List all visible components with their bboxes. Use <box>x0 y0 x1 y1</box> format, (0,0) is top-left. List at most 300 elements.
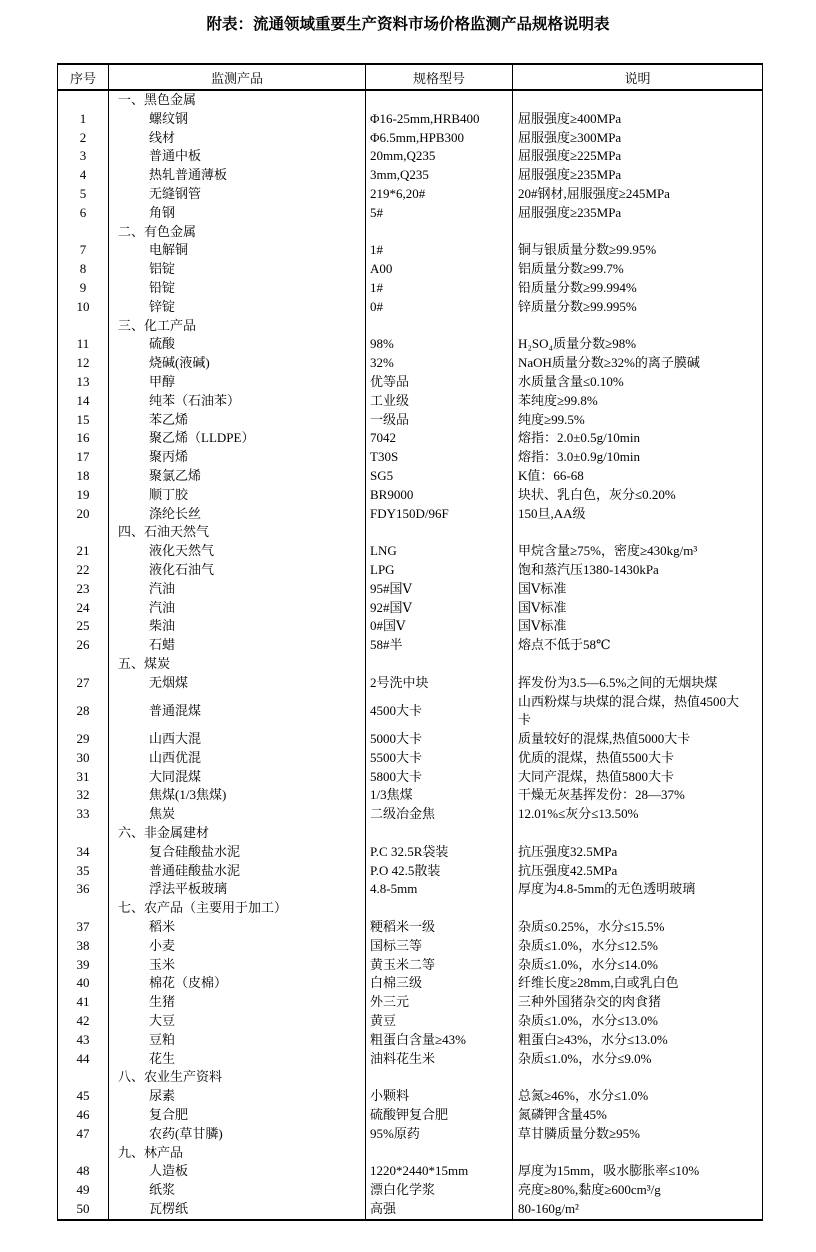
row-spec: 5800大卡 <box>366 768 513 787</box>
row-spec: 4.8-5mm <box>366 880 513 899</box>
row-spec: 优等品 <box>366 373 513 392</box>
row-desc <box>513 317 763 336</box>
table-row <box>58 599 763 618</box>
table-row <box>58 974 763 993</box>
row-product: 顺丁胶 <box>109 486 366 505</box>
row-no: 36 <box>76 881 90 897</box>
section-row <box>58 317 763 336</box>
row-desc: 粗蛋白≥43%，水分≤13.0% <box>513 1031 763 1050</box>
header-cell-product: 监测产品 <box>109 64 366 90</box>
table-row <box>58 880 763 899</box>
row-desc: 屈服强度≥235MPa <box>513 166 763 185</box>
row-no: 27 <box>76 674 90 690</box>
row-desc: 12.01%≤灰分≤13.50% <box>513 805 763 824</box>
table-row <box>58 260 763 279</box>
row-desc: 国Ⅴ标准 <box>513 599 763 618</box>
row-product: 角钢 <box>109 204 366 223</box>
row-spec: 219*6,20# <box>366 185 513 204</box>
row-spec: 油料花生米 <box>366 1050 513 1069</box>
row-desc <box>513 523 763 542</box>
row-product: 甲醇 <box>109 373 366 392</box>
table-row <box>58 1087 763 1106</box>
row-no: 48 <box>76 1163 90 1179</box>
row-no <box>58 1144 109 1163</box>
table-row <box>58 166 763 185</box>
row-no: 26 <box>76 637 90 653</box>
section-row <box>58 824 763 843</box>
row-spec: 1# <box>366 279 513 298</box>
row-spec: 5500大卡 <box>366 749 513 768</box>
row-no: 29 <box>76 731 90 747</box>
row-product: 山西优混 <box>109 749 366 768</box>
row-desc: 挥发份为3.5—6.5%之间的无烟块煤 <box>513 674 763 693</box>
table-row <box>58 1106 763 1125</box>
row-product: 豆粕 <box>109 1031 366 1050</box>
table-row <box>58 129 763 148</box>
row-spec: 漂白化学浆 <box>366 1181 513 1200</box>
row-no <box>58 824 109 843</box>
table-row <box>58 542 763 561</box>
row-desc: 铅质量分数≥99.994% <box>513 279 763 298</box>
row-no: 30 <box>76 749 90 765</box>
row-desc: 大同产混煤，热值5800大卡 <box>513 768 763 787</box>
row-no: 13 <box>76 373 90 389</box>
row-desc <box>513 1068 763 1087</box>
row-spec <box>366 1144 513 1163</box>
row-desc: 饱和蒸汽压1380-1430kPa <box>513 561 763 580</box>
row-spec <box>366 655 513 674</box>
row-no: 11 <box>76 336 90 352</box>
table-row <box>58 937 763 956</box>
row-no: 49 <box>76 1182 90 1198</box>
table-row <box>58 204 763 223</box>
row-product: 石蜡 <box>109 636 366 655</box>
row-product: 小麦 <box>109 937 366 956</box>
row-no: 34 <box>76 843 90 859</box>
row-desc: 熔点不低于58℃ <box>513 636 763 655</box>
header-row <box>58 64 763 90</box>
row-no: 20 <box>76 505 90 521</box>
row-spec: 7042 <box>366 429 513 448</box>
row-spec: 98% <box>366 335 513 354</box>
row-desc <box>513 655 763 674</box>
row-desc <box>513 223 763 242</box>
row-no: 8 <box>79 261 87 277</box>
row-product: 农药(草甘膦) <box>109 1125 366 1144</box>
row-spec: 2号洗中块 <box>366 674 513 693</box>
row-spec: 粳稻米一级 <box>366 918 513 937</box>
section-label: 二、有色金属 <box>109 223 366 242</box>
row-desc: NaOH质量分数≥32%的离子膜碱 <box>513 354 763 373</box>
row-desc: K值：66-68 <box>513 467 763 486</box>
row-spec: BR9000 <box>366 486 513 505</box>
row-spec <box>366 899 513 918</box>
table-row <box>58 467 763 486</box>
row-spec <box>366 1068 513 1087</box>
row-spec: 白棉三级 <box>366 974 513 993</box>
row-no: 2 <box>79 129 87 145</box>
section-row <box>58 90 763 110</box>
table-row <box>58 354 763 373</box>
row-no <box>58 317 109 336</box>
row-no: 37 <box>76 919 90 935</box>
header-cell-no: 序号 <box>58 64 109 90</box>
row-desc <box>513 899 763 918</box>
row-product: 液化天然气 <box>109 542 366 561</box>
row-desc: 甲烷含量≥75%，密度≥430kg/m³ <box>513 542 763 561</box>
row-desc <box>513 1144 763 1163</box>
row-no: 43 <box>76 1031 90 1047</box>
row-no: 14 <box>76 392 90 408</box>
header-cell-desc: 说明 <box>513 64 763 90</box>
row-product: 热轧普通薄板 <box>109 166 366 185</box>
section-label: 八、农业生产资料 <box>109 1068 366 1087</box>
row-spec: 外三元 <box>366 993 513 1012</box>
row-desc: 熔指：2.0±0.5g/10min <box>513 429 763 448</box>
table-row <box>58 693 763 731</box>
table-row <box>58 749 763 768</box>
row-no: 21 <box>76 543 90 559</box>
row-no: 44 <box>76 1050 90 1066</box>
row-spec: 95%原药 <box>366 1125 513 1144</box>
row-desc: 熔指：3.0±0.9g/10min <box>513 448 763 467</box>
row-desc: 国Ⅴ标准 <box>513 617 763 636</box>
table-row <box>58 580 763 599</box>
row-product: 生猪 <box>109 993 366 1012</box>
table-row <box>58 335 763 354</box>
row-spec <box>366 824 513 843</box>
row-product: 尿素 <box>109 1087 366 1106</box>
row-desc: 厚度为15mm，吸水膨胀率≤10% <box>513 1162 763 1181</box>
row-spec: 二级冶金焦 <box>366 805 513 824</box>
row-product: 焦煤(1/3焦煤) <box>109 786 366 805</box>
row-spec: LNG <box>366 542 513 561</box>
row-no: 7 <box>79 242 87 258</box>
row-desc: 150旦,AA级 <box>513 505 763 524</box>
table-row <box>58 768 763 787</box>
row-desc: 杂质≤1.0%，水分≤13.0% <box>513 1012 763 1031</box>
row-product: 聚丙烯 <box>109 448 366 467</box>
row-no: 22 <box>76 561 90 577</box>
section-row <box>58 1144 763 1163</box>
row-no: 28 <box>76 702 90 718</box>
table-row <box>58 185 763 204</box>
section-label: 四、石油天然气 <box>109 523 366 542</box>
row-no: 12 <box>76 355 90 371</box>
row-desc: 锌质量分数≥99.995% <box>513 298 763 317</box>
row-spec: 5000大卡 <box>366 730 513 749</box>
row-no: 18 <box>76 467 90 483</box>
row-product: 无烟煤 <box>109 674 366 693</box>
row-no: 40 <box>76 975 90 991</box>
row-no <box>58 1068 109 1087</box>
row-spec <box>366 523 513 542</box>
row-desc <box>513 824 763 843</box>
row-no: 45 <box>76 1088 90 1104</box>
row-product: 人造板 <box>109 1162 366 1181</box>
row-no: 3 <box>79 148 87 164</box>
spec-table <box>57 63 763 1221</box>
row-spec: P.O 42.5散装 <box>366 862 513 881</box>
row-spec: FDY150D/96F <box>366 505 513 524</box>
section-row <box>58 223 763 242</box>
row-no: 42 <box>76 1013 90 1029</box>
row-spec: 高强 <box>366 1200 513 1220</box>
row-spec: 4500大卡 <box>366 693 513 731</box>
section-label: 一、黑色金属 <box>109 90 366 110</box>
row-no <box>58 523 109 542</box>
row-spec: 黄玉米二等 <box>366 956 513 975</box>
row-desc: 山西粉煤与块煤的混合煤，热值4500大卡 <box>513 693 763 731</box>
row-spec: 1/3焦煤 <box>366 786 513 805</box>
row-no: 46 <box>76 1107 90 1123</box>
section-row <box>58 1068 763 1087</box>
row-no: 39 <box>76 956 90 972</box>
table-row <box>58 411 763 430</box>
row-product: 焦炭 <box>109 805 366 824</box>
row-desc: 杂质≤1.0%，水分≤9.0% <box>513 1050 763 1069</box>
table-row <box>58 298 763 317</box>
row-desc: 屈服强度≥235MPa <box>513 204 763 223</box>
table-row <box>58 279 763 298</box>
row-spec: 92#国Ⅴ <box>366 599 513 618</box>
row-no: 4 <box>79 167 87 183</box>
row-desc: 干燥无灰基挥发份：28—37% <box>513 786 763 805</box>
row-no: 15 <box>76 411 90 427</box>
row-desc: 屈服强度≥300MPa <box>513 129 763 148</box>
row-no: 24 <box>76 599 90 615</box>
row-desc: 杂质≤1.0%，水分≤14.0% <box>513 956 763 975</box>
table-row <box>58 1012 763 1031</box>
row-product: 山西大混 <box>109 730 366 749</box>
row-no: 17 <box>76 449 90 465</box>
table-row <box>58 241 763 260</box>
row-spec: 0# <box>366 298 513 317</box>
row-product: 聚乙烯（LLDPE） <box>109 429 366 448</box>
row-product: 大豆 <box>109 1012 366 1031</box>
row-spec: 1# <box>366 241 513 260</box>
row-no <box>58 655 109 674</box>
row-no: 25 <box>76 618 90 634</box>
row-no: 6 <box>79 204 87 220</box>
table-row <box>58 862 763 881</box>
row-product: 螺纹钢 <box>109 110 366 129</box>
row-product: 无缝钢管 <box>109 185 366 204</box>
table-row <box>58 786 763 805</box>
section-label: 七、农产品（主要用于加工） <box>109 899 366 918</box>
row-spec: 5# <box>366 204 513 223</box>
row-spec: T30S <box>366 448 513 467</box>
row-desc: 杂质≤1.0%，水分≤12.5% <box>513 937 763 956</box>
row-spec: 58#半 <box>366 636 513 655</box>
row-product: 汽油 <box>109 580 366 599</box>
row-spec: 国标三等 <box>366 937 513 956</box>
table-row <box>58 1050 763 1069</box>
section-label: 五、煤炭 <box>109 655 366 674</box>
table-row <box>58 1181 763 1200</box>
row-no <box>58 223 109 242</box>
row-product: 瓦楞纸 <box>109 1200 366 1220</box>
row-desc: 国Ⅴ标准 <box>513 580 763 599</box>
row-product: 普通混煤 <box>109 693 366 731</box>
table-row <box>58 918 763 937</box>
table-row <box>58 805 763 824</box>
row-desc: 铝质量分数≥99.7% <box>513 260 763 279</box>
row-desc: 20#钢材,屈服强度≥245MPa <box>513 185 763 204</box>
row-spec: 20mm,Q235 <box>366 147 513 166</box>
row-desc: 总氮≥46%，水分≤1.0% <box>513 1087 763 1106</box>
section-label: 九、林产品 <box>109 1144 366 1163</box>
row-desc: 杂质≤0.25%，水分≤15.5% <box>513 918 763 937</box>
row-product: 复合硅酸盐水泥 <box>109 843 366 862</box>
row-no <box>58 899 109 918</box>
row-product: 硫酸 <box>109 335 366 354</box>
row-spec: 3mm,Q235 <box>366 166 513 185</box>
row-spec: SG5 <box>366 467 513 486</box>
row-product: 电解铜 <box>109 241 366 260</box>
table-row <box>58 1200 763 1220</box>
row-desc: 铜与银质量分数≥99.95% <box>513 241 763 260</box>
row-product: 汽油 <box>109 599 366 618</box>
row-product: 液化石油气 <box>109 561 366 580</box>
section-label: 三、化工产品 <box>109 317 366 336</box>
row-desc: 80-160g/m² <box>513 1200 763 1220</box>
section-row <box>58 655 763 674</box>
row-desc: 三种外国猪杂交的肉食猪 <box>513 993 763 1012</box>
row-product: 线材 <box>109 129 366 148</box>
table-row <box>58 730 763 749</box>
row-spec: LPG <box>366 561 513 580</box>
table-header <box>58 64 763 90</box>
row-desc: H₂SO₄质量分数≥98% <box>513 335 763 354</box>
section-label: 六、非金属建材 <box>109 824 366 843</box>
row-spec: 32% <box>366 354 513 373</box>
row-spec: Φ6.5mm,HPB300 <box>366 129 513 148</box>
table-row <box>58 636 763 655</box>
row-spec: 粗蛋白含量≥43% <box>366 1031 513 1050</box>
table-row <box>58 373 763 392</box>
row-no: 41 <box>76 994 90 1010</box>
table-row <box>58 429 763 448</box>
table-row <box>58 505 763 524</box>
row-spec <box>366 223 513 242</box>
row-spec: 一级品 <box>366 411 513 430</box>
row-desc <box>513 90 763 110</box>
row-no: 50 <box>76 1201 90 1217</box>
row-product: 纸浆 <box>109 1181 366 1200</box>
row-no: 19 <box>76 486 90 502</box>
row-desc: 屈服强度≥225MPa <box>513 147 763 166</box>
row-product: 大同混煤 <box>109 768 366 787</box>
row-spec: 黄豆 <box>366 1012 513 1031</box>
row-no: 31 <box>76 768 90 784</box>
row-product: 涤纶长丝 <box>109 505 366 524</box>
table-row <box>58 1125 763 1144</box>
row-desc: 亮度≥80%,黏度≥600cm³/g <box>513 1181 763 1200</box>
row-spec <box>366 317 513 336</box>
table-row <box>58 1031 763 1050</box>
row-product: 苯乙烯 <box>109 411 366 430</box>
table-row <box>58 147 763 166</box>
row-desc: 块状、乳白色，灰分≤0.20% <box>513 486 763 505</box>
row-spec: A00 <box>366 260 513 279</box>
row-no: 1 <box>79 110 87 126</box>
row-spec: 0#国Ⅴ <box>366 617 513 636</box>
header-cell-spec: 规格型号 <box>366 64 513 90</box>
row-spec: Φ16-25mm,HRB400 <box>366 110 513 129</box>
row-desc: 厚度为4.8-5mm的无色透明玻璃 <box>513 880 763 899</box>
section-row <box>58 899 763 918</box>
row-spec: 95#国Ⅴ <box>366 580 513 599</box>
row-desc: 优质的混煤，热值5500大卡 <box>513 749 763 768</box>
table-row <box>58 993 763 1012</box>
table-row <box>58 843 763 862</box>
row-no: 16 <box>76 430 90 446</box>
row-spec: P.C 32.5R袋装 <box>366 843 513 862</box>
table-row <box>58 674 763 693</box>
row-desc: 氮磷钾含量45% <box>513 1106 763 1125</box>
row-desc: 苯纯度≥99.8% <box>513 392 763 411</box>
row-product: 柴油 <box>109 617 366 636</box>
row-desc: 抗压强度32.5MPa <box>513 843 763 862</box>
table-row <box>58 110 763 129</box>
row-product: 纯苯（石油苯） <box>109 392 366 411</box>
row-product: 稻米 <box>109 918 366 937</box>
row-product: 烧碱(液碱) <box>109 354 366 373</box>
row-no: 38 <box>76 937 90 953</box>
row-no: 9 <box>79 279 87 295</box>
section-row <box>58 523 763 542</box>
table-row <box>58 1162 763 1181</box>
row-product: 普通硅酸盐水泥 <box>109 862 366 881</box>
table-row <box>58 561 763 580</box>
table-row <box>58 486 763 505</box>
row-desc: 水质量含量≤0.10% <box>513 373 763 392</box>
row-desc: 抗压强度42.5MPa <box>513 862 763 881</box>
table-row <box>58 956 763 975</box>
row-spec: 工业级 <box>366 392 513 411</box>
row-no: 32 <box>76 787 90 803</box>
row-no: 10 <box>76 298 90 314</box>
row-no: 33 <box>76 806 90 822</box>
row-spec: 小颗料 <box>366 1087 513 1106</box>
row-product: 铅锭 <box>109 279 366 298</box>
row-no: 23 <box>76 580 90 596</box>
row-product: 棉花（皮棉） <box>109 974 366 993</box>
table-row <box>58 448 763 467</box>
page-title: 附表：流通领域重要生产资料市场价格监测产品规格说明表 <box>206 16 610 33</box>
row-spec: 1220*2440*15mm <box>366 1162 513 1181</box>
row-product: 花生 <box>109 1050 366 1069</box>
row-spec <box>366 90 513 110</box>
row-desc: 质量较好的混煤,热值5000大卡 <box>513 730 763 749</box>
row-spec: 硫酸钾复合肥 <box>366 1106 513 1125</box>
row-desc: 纤维长度≥28mm,白或乳白色 <box>513 974 763 993</box>
row-desc: 纯度≥99.5% <box>513 411 763 430</box>
row-product: 锌锭 <box>109 298 366 317</box>
row-product: 普通中板 <box>109 147 366 166</box>
row-product: 浮法平板玻璃 <box>109 880 366 899</box>
row-desc: 草甘膦质量分数≥95% <box>513 1125 763 1144</box>
row-product: 铝锭 <box>109 260 366 279</box>
row-no: 47 <box>76 1125 90 1141</box>
table-body <box>58 90 763 1220</box>
table-row <box>58 392 763 411</box>
row-no: 5 <box>79 185 87 201</box>
row-no <box>58 90 109 110</box>
row-product: 聚氯乙烯 <box>109 467 366 486</box>
row-desc: 屈服强度≥400MPa <box>513 110 763 129</box>
